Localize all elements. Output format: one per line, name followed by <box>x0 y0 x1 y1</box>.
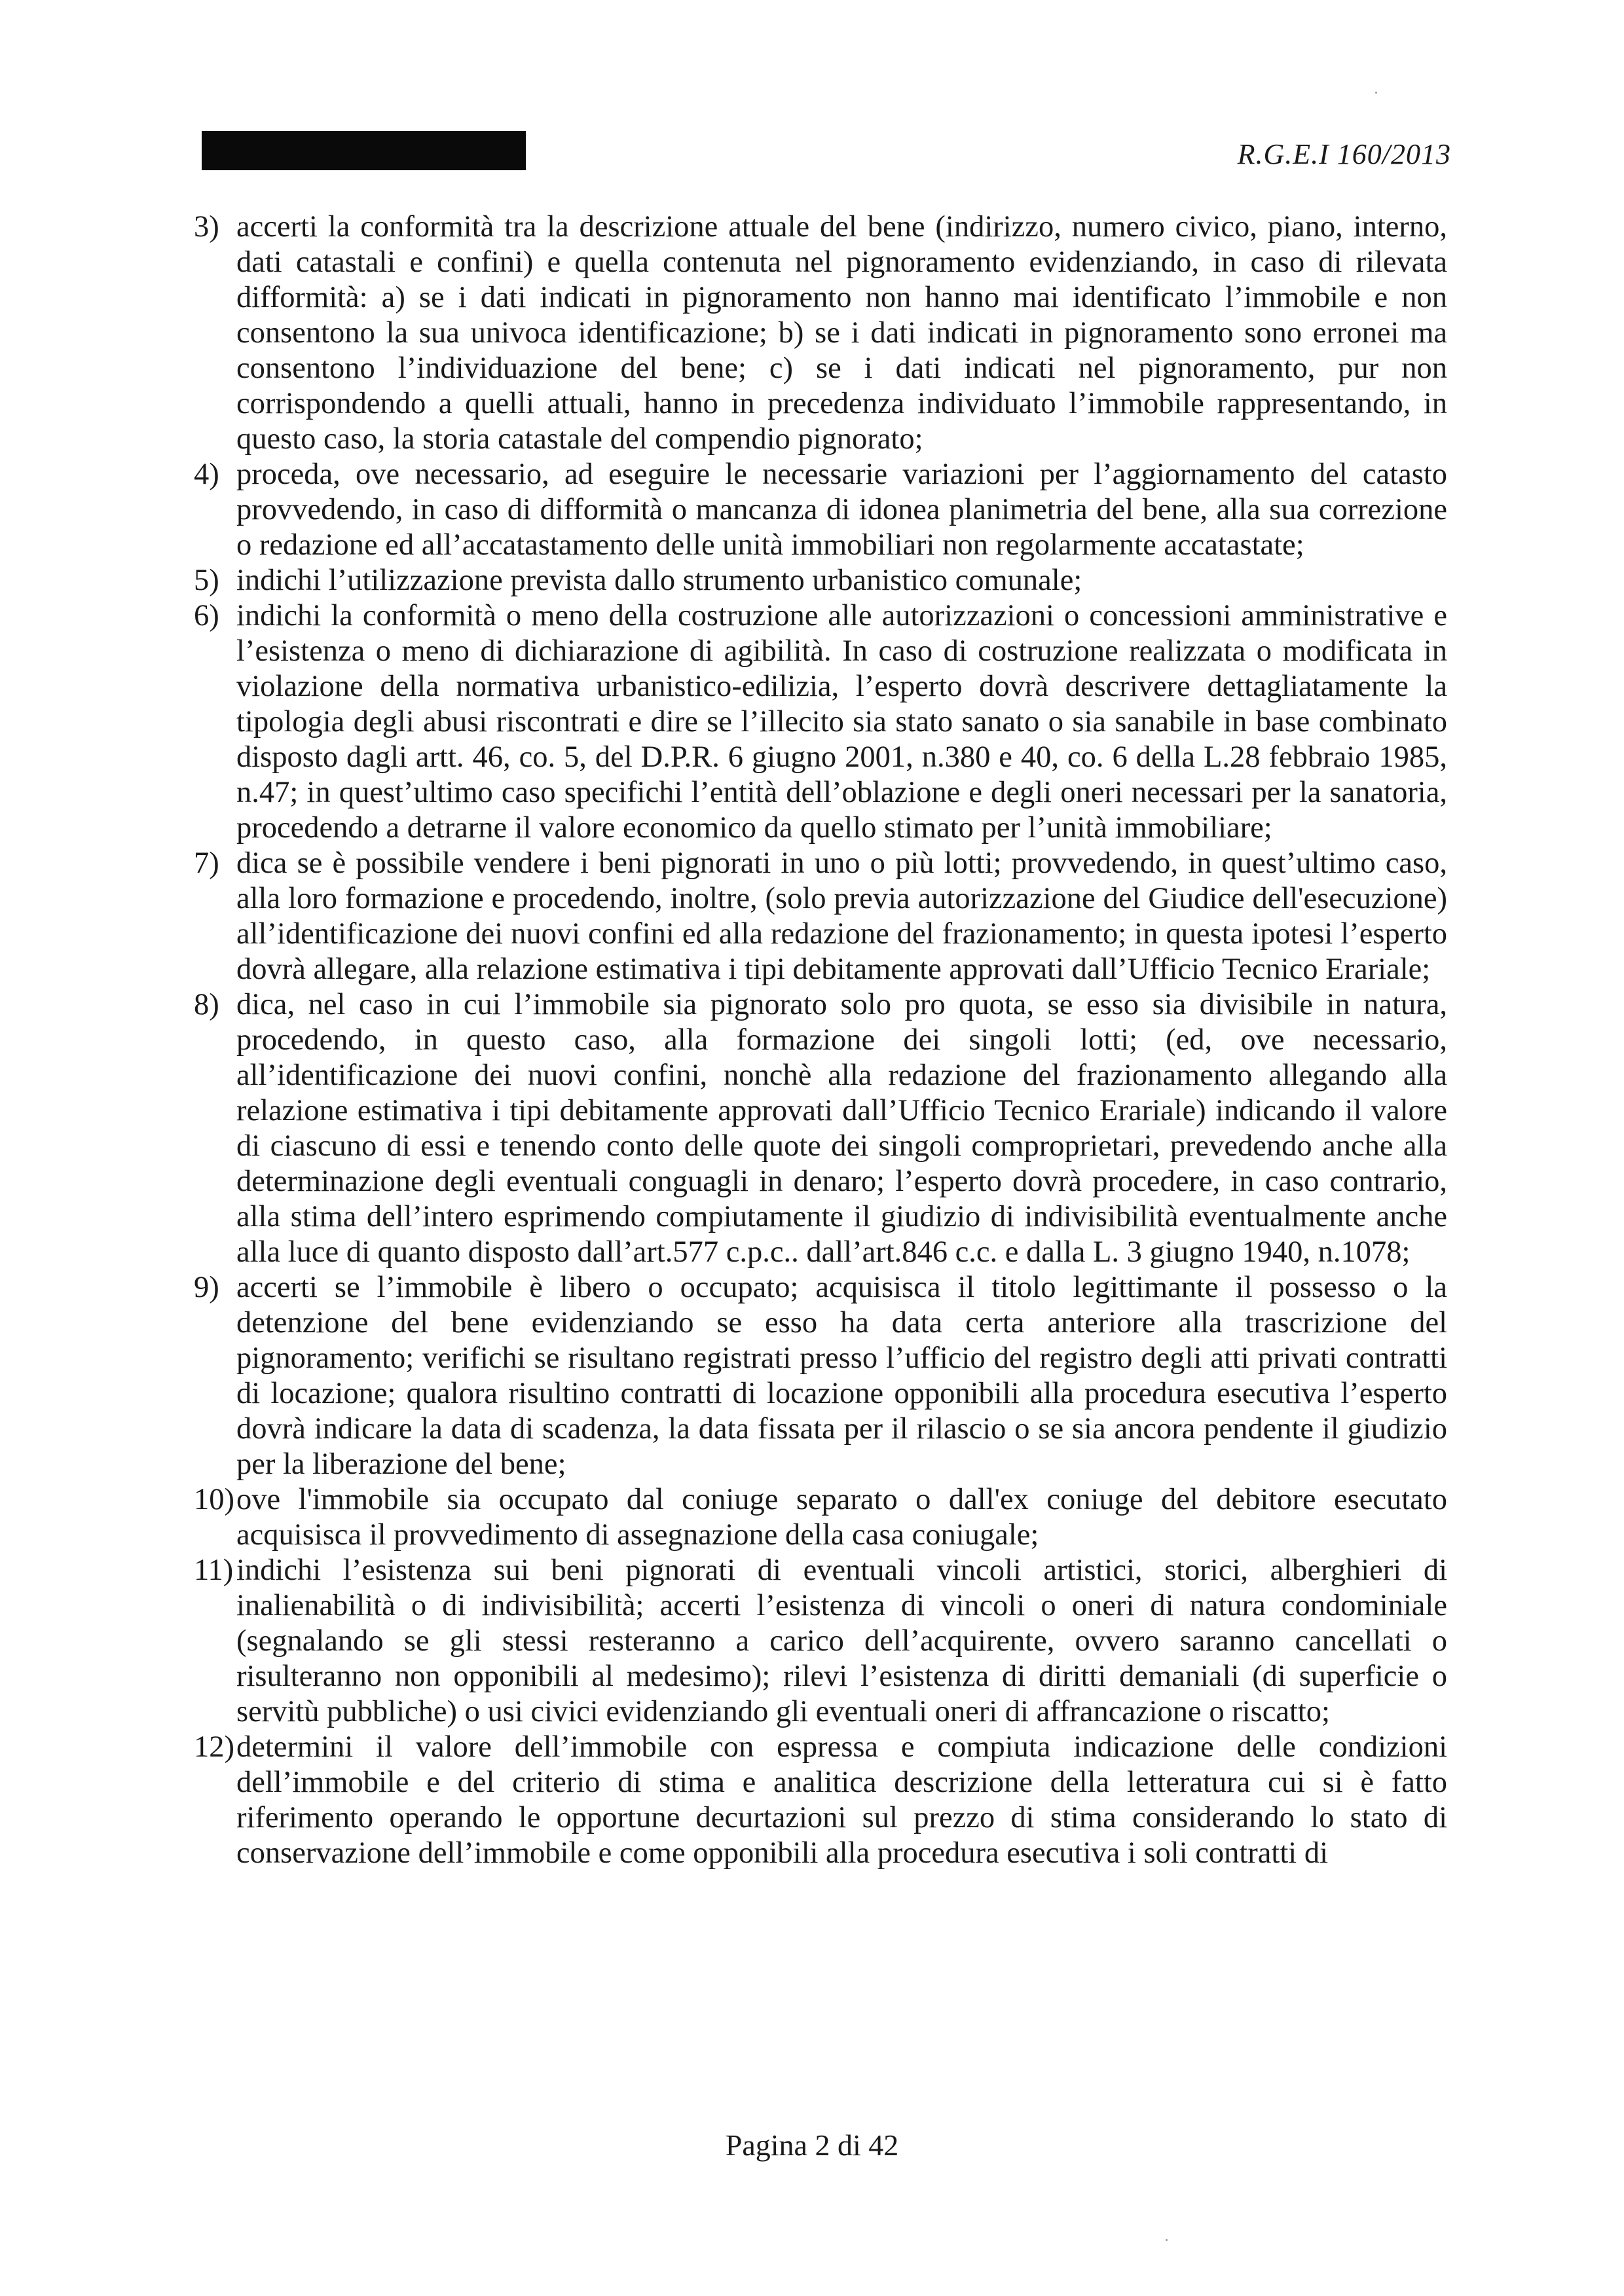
item-text: indichi la conformità o meno della costruzione alle autorizzazioni o concessioni amministrative e l’esistenza o meno di dichiarazione di agibilità. In caso di costruzione realizzata o modificata in violazione della normativa urbanistico-edilizia, l’esperto dovrà descrivere dettagliatamente la tipologia degli abusi riscontrati e dire se l’illecito sia stato sanato o sia sanabile in base combinato disposto dagli artt. 46, co. 5, del D.P.R. 6 giugno 2001, n.380 e 40, co. 6 della L.28 febbraio 1985, n.47; in quest’ultimo caso specifichi l’entità dell’oblazione e degli oneri necessari per la sanatoria, procedendo a detrarne il valore economico da quello stimato per l’unità immobiliare; <box>236 599 1447 845</box>
item-number: 7) <box>194 847 219 880</box>
list-item <box>194 1270 1447 1482</box>
page-number: Pagina 2 di 42 <box>725 2128 899 2162</box>
item-number: 12) <box>194 1730 234 1764</box>
item-text: indichi l’utilizzazione prevista dallo strumento urbanistico comunale; <box>236 564 1082 597</box>
item-text: accerti la conformità tra la descrizione attuale del bene (indirizzo, numero civico, piano, interno, dati catastali e confini) e quella contenuta nel pignoramento evidenziando, in caso di rilevata difformità: a) se i dati indicati in pignoramento non hanno mai identificato l’immobile e non consentono la sua univoca identificazione; b) se i dati indicati in pignoramento sono erronei ma consentono l’individuazione del bene; c) se i dati indicati nel pignoramento, pur non corrispondendo a quelli attuali, hanno in precedenza individuato l’immobile rappresentando, in questo caso, la storia catastale del compendio pignorato; <box>236 210 1447 456</box>
case-reference: R.G.E.I 160/2013 <box>1237 138 1451 170</box>
item-number: 5) <box>194 564 219 597</box>
item-text: dica se è possibile vendere i beni pignorati in uno o più lotti; provvedendo, in quest’ultimo caso, alla loro formazione e procedendo, inoltre, (solo previa autorizzazione del Giudice dell'esecuzione) all’identificazione dei nuovi confini ed alla redazione del frazionamento; in questa ipotesi l’esperto dovrà allegare, alla relazione estimativa i tipi debitamente approvati dall’Ufficio Tecnico Erariale; <box>236 847 1447 986</box>
item-text: indichi l’esistenza sui beni pignorati di eventuali vincoli artistici, storici, alberghieri di inalienabilità o di indivisibilità; accerti l’esistenza di vincoli o oneri di natura condominiale (segnalando se gli stessi resteranno a carico dell’acquirente, ovvero saranno cancellati o risulteranno non opponibili al medesimo); rilevi l’esistenza di diritti demaniali (di superficie o servitù pubbliche) o usi civici evidenziando gli eventuali oneri di affrancazione o riscatto; <box>236 1554 1447 1728</box>
list-item <box>194 1482 1447 1553</box>
item-text: accerti se l’immobile è libero o occupato; acquisisca il titolo legittimante il possesso o la detenzione del bene evidenziando se esso ha data certa anteriore alla trascrizione del pignoramento; verifichi se risultano registrati presso l’ufficio del registro degli atti privati contratti di locazione; qualora risultino contratti di locazione opponibili alla procedura esecutiva l’esperto dovrà indicare la data di scadenza, la data fissata per il rilascio o se sia ancora pendente il giudizio per la liberazione del bene; <box>236 1271 1447 1481</box>
list-item <box>194 846 1447 987</box>
list-item <box>194 987 1447 1270</box>
redaction-bar <box>202 131 526 170</box>
scan-speck <box>1375 92 1377 94</box>
item-number: 9) <box>194 1271 219 1304</box>
item-number: 11) <box>194 1554 234 1587</box>
list-item <box>194 457 1447 563</box>
list-item <box>194 598 1447 846</box>
item-text: ove l'immobile sia occupato dal coniuge separato o dall'ex coniuge del debitore esecutato acquisisca il provvedimento di assegnazione della casa coniugale; <box>236 1483 1447 1552</box>
item-number: 3) <box>194 210 219 244</box>
list-item <box>194 1730 1447 1871</box>
item-text: determini il valore dell’immobile con espressa e compiuta indicazione delle condizioni dell’immobile e del criterio di stima e analitica descrizione della letteratura cui si è fatto riferimento operando le opportune decurtazioni sul prezzo di stima considerando lo stato di conservazione dell’immobile e come opponibili alla procedura esecutiva i soli contratti di <box>236 1730 1447 1870</box>
list-item <box>194 210 1447 457</box>
numbered-list <box>194 210 1447 1871</box>
item-number: 4) <box>194 458 219 491</box>
list-item <box>194 1553 1447 1730</box>
scan-speck <box>1166 2239 1168 2241</box>
item-text: proceda, ove necessario, ad eseguire le necessarie variazioni per l’aggiornamento del catasto provvedendo, in caso di difformità o mancanza di idonea planimetria del bene, alla sua correzione o redazione ed all’accatastamento delle unità immobiliari non regolarmente accatastate; <box>236 458 1447 562</box>
item-number: 8) <box>194 988 219 1021</box>
item-number: 10) <box>194 1483 234 1516</box>
item-text: dica, nel caso in cui l’immobile sia pignorato solo pro quota, se esso sia divisibile in natura, procedendo, in questo caso, alla formazione dei singoli lotti; (ed, ove necessario, all’identificazione dei nuovi confini, nonchè alla redazione del frazionamento allegando alla relazione estimativa i tipi debitamente approvati dall’Ufficio Tecnico Erariale) indicando il valore di ciascuno di essi e tenendo conto delle quote dei singoli comproprietari, prevedendo anche alla determinazione degli eventuali conguagli in denaro; l’esperto dovrà procedere, in caso contrario, alla stima dell’intero esprimendo compiutamente il giudizio di indivisibilità eventualmente anche alla luce di quanto disposto dall’art.577 c.p.c.. dall’art.846 c.c. e dalla L. 3 giugno 1940, n.1078; <box>236 988 1447 1269</box>
list-item <box>194 563 1447 598</box>
item-number: 6) <box>194 599 219 632</box>
